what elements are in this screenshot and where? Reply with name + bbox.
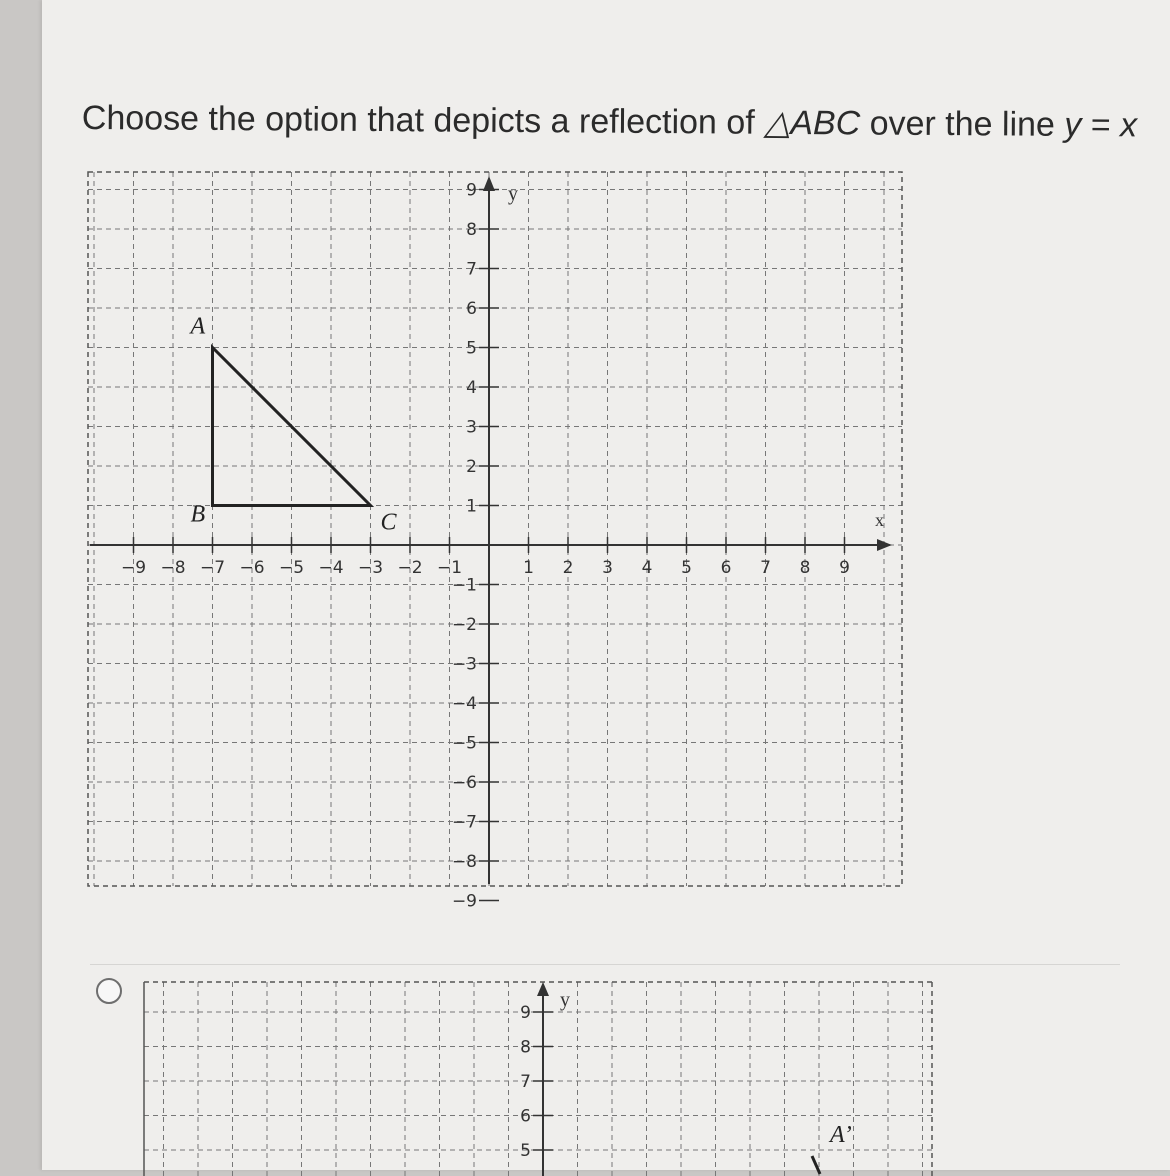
coordinate-graph-abc [80,164,910,912]
y-axis-label: y [560,989,570,1011]
y-tick-label: −2 [451,615,477,635]
x-tick-label: 4 [641,558,653,578]
y-axis-arrow [537,982,549,996]
y-tick-label: 9 [520,1003,531,1023]
y-tick-label: −3 [451,654,477,675]
x-tick-label: −3 [357,558,384,578]
y-tick-label: 6 [466,299,477,319]
option-1-radio-button[interactable] [96,978,122,1004]
y-tick-label: −9 [451,891,477,912]
x-tick-label: −2 [397,558,423,578]
answer-option-1[interactable] [96,972,996,1170]
x-tick-label: −9 [120,558,147,578]
question-text: Choose the option that depicts a reflection of △ABC over the line y = x [81,98,1138,145]
grid-lines [88,172,902,886]
option-divider [90,964,1120,965]
x-tick-label: −7 [199,558,226,578]
grid-lines [144,982,932,1176]
y-tick-label: −6 [451,773,477,793]
grid-border [88,172,902,886]
x-tick-label: 9 [839,558,850,578]
vertex-label-b: B [190,501,206,528]
x-tick-label: 8 [799,558,811,578]
vertex-label-a: A [190,313,206,340]
x-tick-label: 5 [681,558,692,578]
x-axis-arrow [877,539,892,551]
y-tick-label: −5 [451,733,477,754]
y-tick-label: 7 [520,1072,531,1092]
x-tick-label: −6 [239,558,265,578]
y-tick-label: 5 [520,1141,531,1161]
y-tick-label: 9 [466,180,477,201]
x-tick-label: 3 [602,558,613,578]
x-tick-labels [121,558,850,578]
y-tick-label: 3 [466,417,477,438]
y-tick-label: −1 [451,575,477,596]
y-tick-label: 8 [520,1037,531,1058]
y-tick-label: 1 [466,496,477,517]
vertex-label-a-prime: A’ [830,1122,852,1148]
y-tick-label: 4 [466,378,477,398]
y-tick-label: 6 [520,1106,531,1127]
y-tick-label: 7 [466,259,477,280]
x-tick-label: −8 [160,558,186,578]
x-tick-label: 6 [720,558,732,578]
vertex-label-c: C [380,509,397,536]
y-tick-label: −8 [451,852,477,872]
x-tick-label: 1 [523,558,534,578]
x-tick-label: 7 [760,558,771,578]
y-tick-label: −4 [451,694,477,714]
y-axis-label: y [508,183,518,205]
option-1-graph [140,976,940,1176]
y-tick-label: −7 [451,812,477,833]
y-tick-label: 5 [466,338,477,359]
y-tick-labels [520,1003,531,1161]
x-tick-label: −4 [318,558,344,578]
y-tick-label: 8 [466,220,477,240]
x-axis-label: x [875,510,884,530]
x-tick-label: 2 [562,558,574,578]
y-tick-label: 2 [466,457,477,477]
x-tick-label: −1 [436,558,463,578]
x-tick-label: −5 [278,558,305,578]
